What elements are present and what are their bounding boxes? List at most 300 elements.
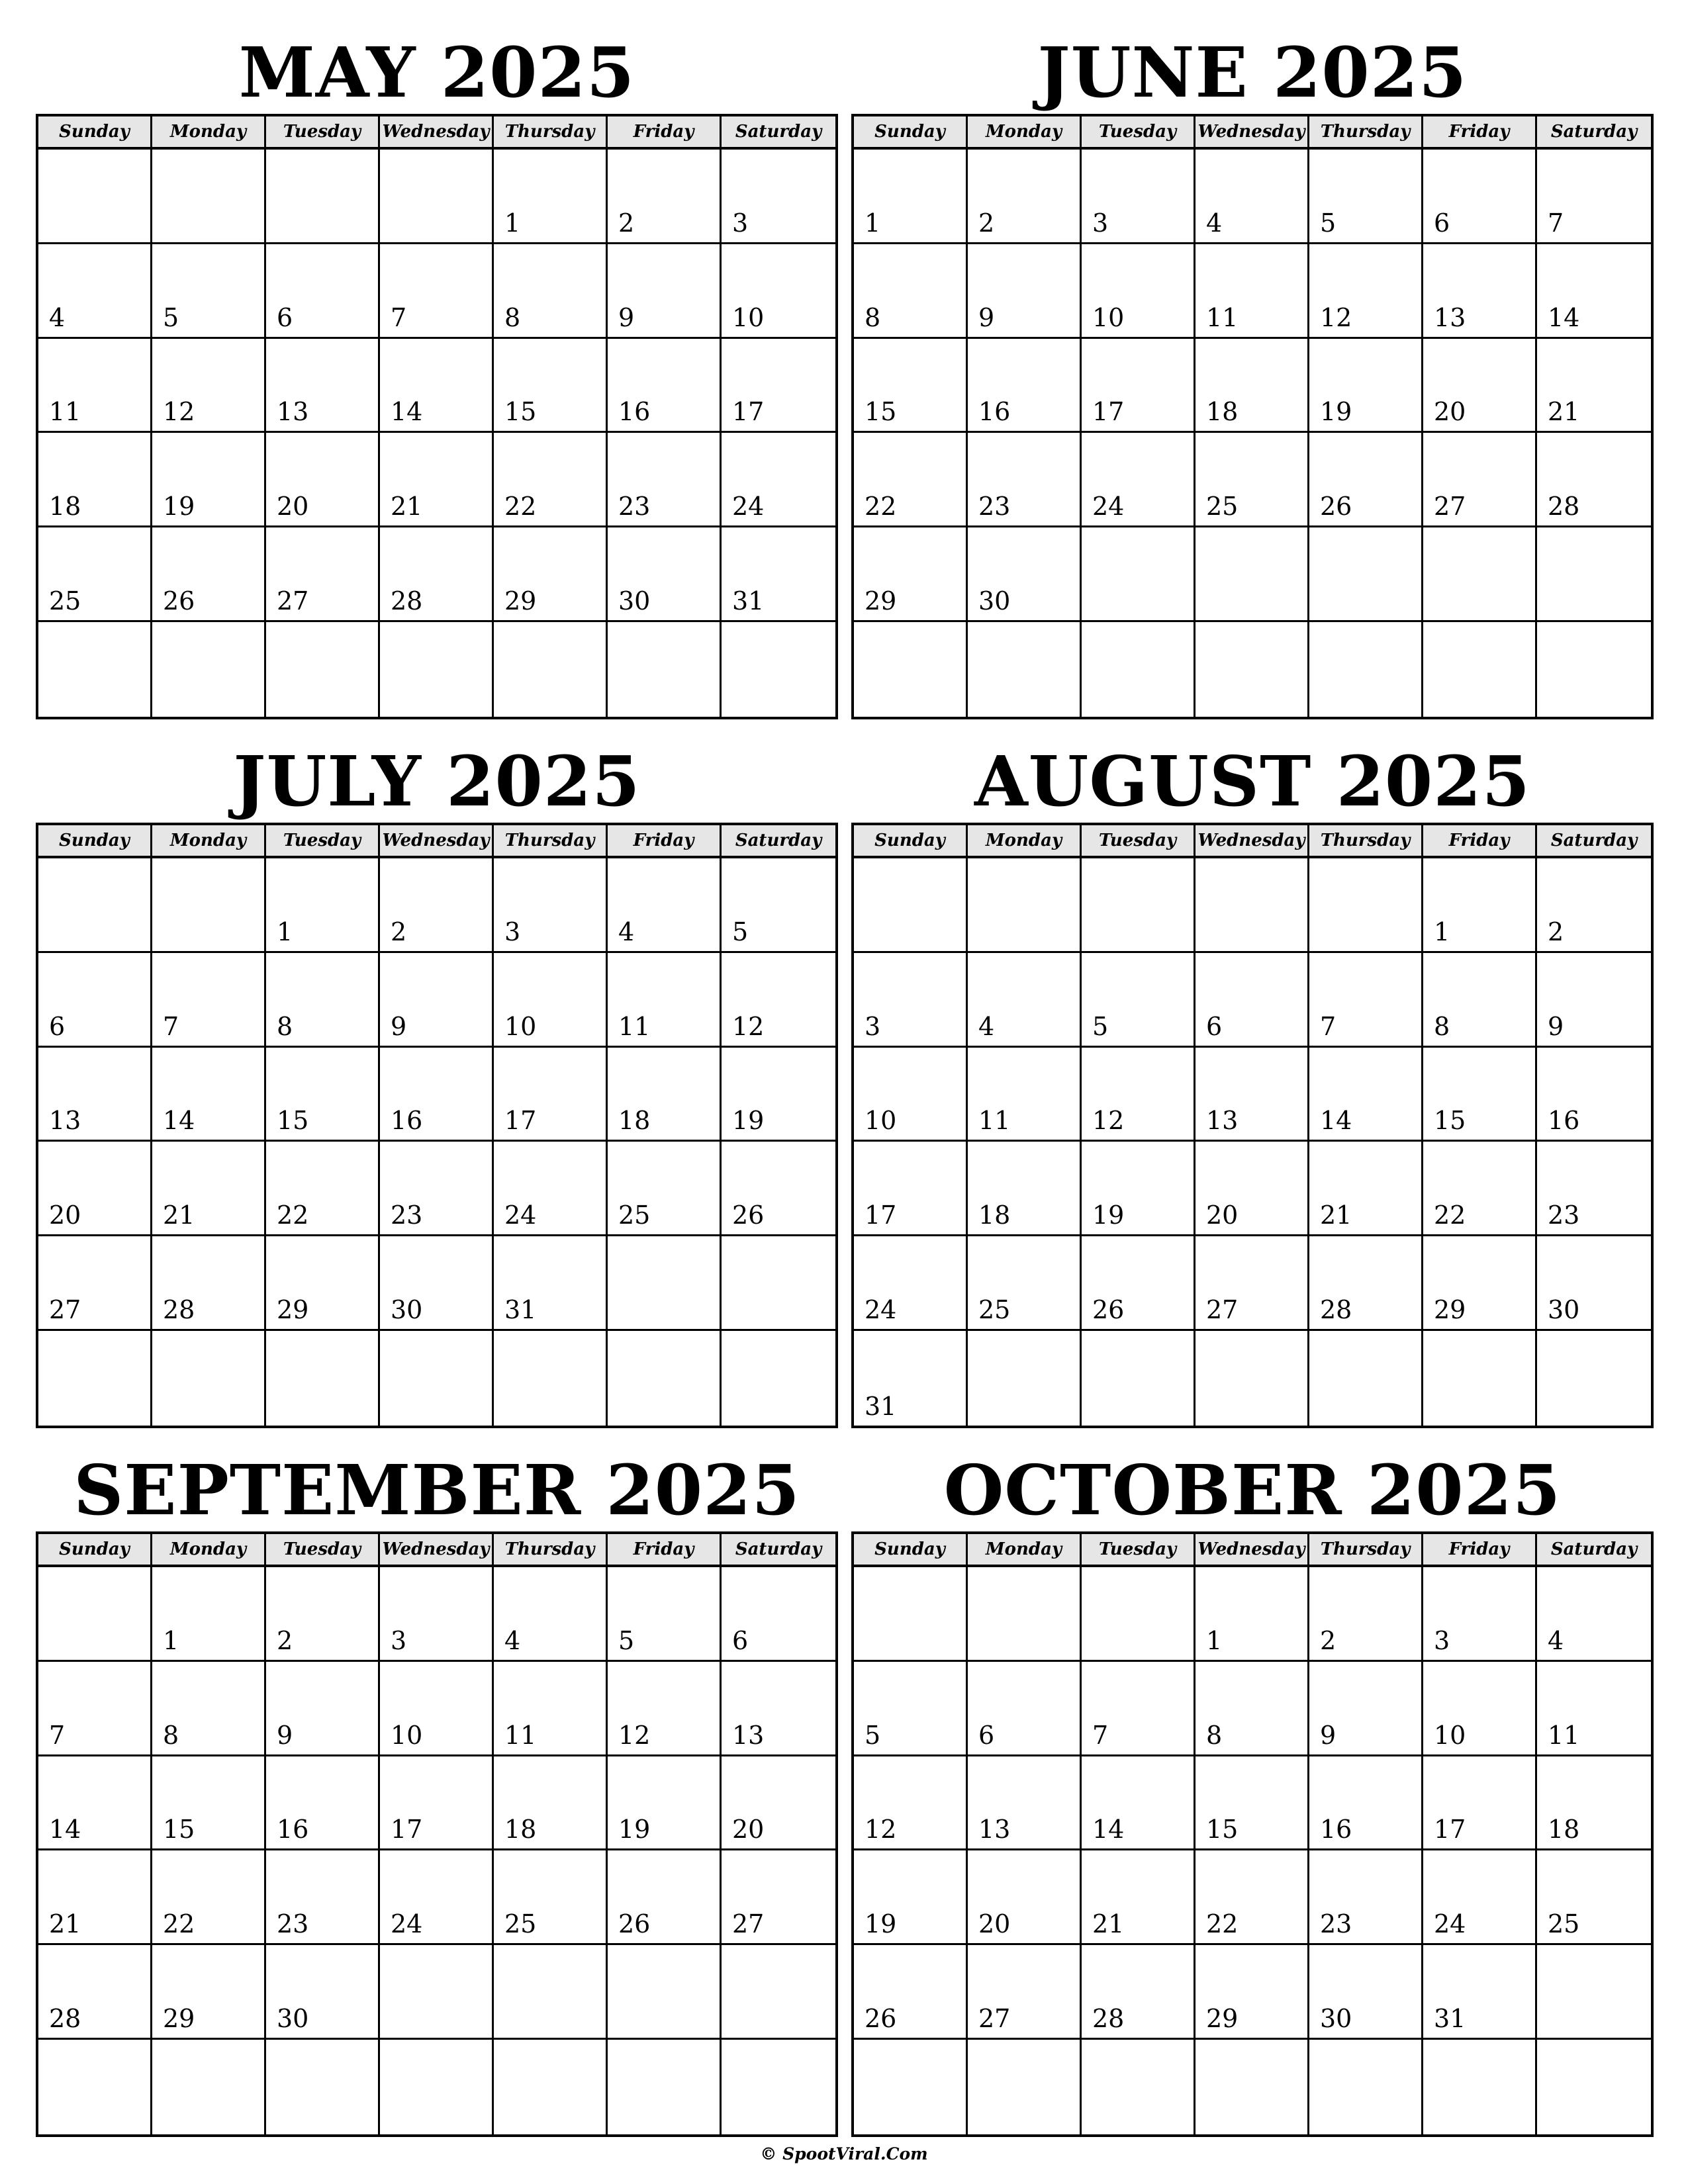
day-cell (722, 1850, 835, 1945)
day-cell (1423, 1331, 1537, 1426)
day-cell (380, 527, 494, 622)
day-cell (1423, 527, 1537, 622)
day-cell (38, 2040, 152, 2134)
month-calendar (36, 33, 838, 708)
day-cell (152, 1945, 266, 2040)
day-cell (494, 1142, 608, 1236)
day-cell (1196, 1142, 1309, 1236)
day-cell (380, 339, 494, 433)
day-number: 24 (1092, 492, 1125, 522)
day-cell (1537, 527, 1651, 622)
day-number: 27 (277, 586, 309, 616)
day-number: 18 (1548, 1815, 1580, 1844)
day-number: 9 (391, 1011, 407, 1041)
day-cell (380, 1945, 494, 2040)
day-number: 23 (391, 1201, 423, 1230)
day-number: 19 (618, 1815, 651, 1844)
day-number: 31 (504, 1295, 537, 1325)
day-number: 11 (1206, 302, 1239, 332)
day-cell (380, 1756, 494, 1851)
day-cell (608, 1048, 722, 1142)
day-number: 17 (1434, 1815, 1466, 1844)
day-cell (854, 527, 968, 622)
day-number: 2 (1548, 917, 1564, 946)
day-number: 6 (732, 1625, 749, 1655)
day-number: 29 (163, 2004, 195, 2034)
day-cell (494, 858, 608, 953)
day-cell (1423, 1662, 1537, 1756)
day-number: 1 (1206, 1625, 1223, 1655)
weekday-header: Wednesday (1196, 1534, 1309, 1567)
day-number: 8 (163, 1720, 179, 1750)
day-number: 31 (1434, 2004, 1466, 2034)
day-cell (1423, 2040, 1537, 2134)
day-number: 29 (504, 586, 537, 616)
day-number: 21 (391, 492, 423, 522)
day-number: 12 (1320, 302, 1352, 332)
day-number: 6 (277, 302, 293, 332)
day-cell (608, 1850, 722, 1945)
weekday-header: Thursday (1309, 116, 1423, 150)
day-number: 15 (504, 397, 537, 427)
day-number: 23 (1548, 1201, 1580, 1230)
day-number: 16 (1548, 1106, 1580, 1136)
day-cell (968, 1850, 1082, 1945)
day-cell (266, 150, 380, 244)
weekday-header: Sunday (854, 1534, 968, 1567)
day-number: 20 (732, 1815, 765, 1844)
day-cell (968, 433, 1082, 527)
day-number: 10 (1092, 302, 1125, 332)
day-cell (38, 1850, 152, 1945)
day-cell (854, 1142, 968, 1236)
day-cell (1309, 2040, 1423, 2134)
day-cell (722, 1331, 835, 1426)
day-cell (1537, 622, 1651, 717)
day-number: 27 (732, 1909, 765, 1939)
day-number: 1 (163, 1625, 179, 1655)
day-cell (494, 1048, 608, 1142)
day-number: 3 (1434, 1625, 1450, 1655)
day-number: 26 (1320, 492, 1352, 522)
day-number: 2 (618, 208, 635, 238)
day-cell (722, 1945, 835, 2040)
day-cell (608, 858, 722, 953)
weekday-header: Wednesday (1196, 825, 1309, 858)
day-cell (266, 1236, 380, 1331)
day-cell (854, 858, 968, 953)
day-cell (1196, 1850, 1309, 1945)
day-cell (1537, 1756, 1651, 1851)
day-cell (722, 150, 835, 244)
day-cell (854, 433, 968, 527)
day-number: 28 (49, 2004, 81, 2034)
day-number: 15 (1434, 1106, 1466, 1136)
day-cell (608, 244, 722, 339)
day-cell (1537, 1945, 1651, 2040)
day-number: 12 (732, 1011, 765, 1041)
weekday-header: Thursday (494, 825, 608, 858)
day-number: 23 (618, 492, 651, 522)
day-cell (854, 150, 968, 244)
day-cell (266, 1048, 380, 1142)
day-number: 14 (1092, 1815, 1125, 1844)
weekday-header: Wednesday (380, 825, 494, 858)
day-cell (1423, 433, 1537, 527)
day-cell (494, 339, 608, 433)
day-number: 9 (1320, 1720, 1336, 1750)
day-number: 25 (978, 1295, 1011, 1325)
day-cell (1423, 339, 1537, 433)
day-cell (152, 622, 266, 717)
day-cell (1309, 339, 1423, 433)
weekday-header: Sunday (38, 116, 152, 150)
day-number: 3 (391, 1625, 407, 1655)
day-cell (152, 858, 266, 953)
month-calendar (36, 742, 838, 1417)
day-cell (380, 622, 494, 717)
day-number: 8 (1434, 1011, 1450, 1041)
day-number: 6 (1206, 1011, 1223, 1041)
day-number: 29 (277, 1295, 309, 1325)
day-cell (854, 244, 968, 339)
day-number: 28 (1548, 492, 1580, 522)
day-cell (854, 1850, 968, 1945)
day-cell (152, 1236, 266, 1331)
day-number: 14 (1548, 302, 1580, 332)
day-number: 28 (163, 1295, 195, 1325)
day-number: 4 (1548, 1625, 1564, 1655)
day-cell (1082, 1756, 1196, 1851)
day-cell (1537, 953, 1651, 1048)
day-cell (152, 1048, 266, 1142)
day-number: 2 (391, 917, 407, 946)
day-number: 16 (391, 1106, 423, 1136)
day-cell (1537, 1662, 1651, 1756)
day-number: 12 (865, 1815, 897, 1844)
weekday-header: Sunday (854, 825, 968, 858)
day-cell (1309, 433, 1423, 527)
day-number: 10 (1434, 1720, 1466, 1750)
day-cell (608, 339, 722, 433)
day-cell (968, 1945, 1082, 2040)
month-title: MAY 2025 (238, 32, 635, 113)
day-cell (854, 622, 968, 717)
day-number: 9 (277, 1720, 293, 1750)
day-cell (494, 1662, 608, 1756)
day-number: 11 (504, 1720, 537, 1750)
day-number: 5 (618, 1625, 635, 1655)
day-number: 25 (504, 1909, 537, 1939)
day-number: 24 (865, 1295, 897, 1325)
day-cell (968, 953, 1082, 1048)
day-cell (266, 527, 380, 622)
weekday-header: Saturday (722, 116, 835, 150)
day-cell (722, 858, 835, 953)
day-number: 17 (865, 1201, 897, 1230)
day-number: 21 (163, 1201, 195, 1230)
day-number: 26 (618, 1909, 651, 1939)
day-cell (266, 1142, 380, 1236)
day-number: 26 (1092, 1295, 1125, 1325)
month-calendar (851, 741, 1654, 1421)
day-number: 24 (1434, 1909, 1466, 1939)
day-cell (1537, 2040, 1651, 2134)
day-number: 14 (391, 397, 423, 427)
day-cell (1537, 1048, 1651, 1142)
day-number: 10 (391, 1720, 423, 1750)
weekday-header: Monday (968, 825, 1082, 858)
month-title: JUNE 2025 (1037, 32, 1468, 113)
day-cell (1537, 244, 1651, 339)
day-cell (38, 1756, 152, 1851)
day-number: 20 (277, 492, 309, 522)
day-number: 4 (618, 917, 635, 946)
day-cell (1309, 1048, 1423, 1142)
day-cell (266, 433, 380, 527)
day-number: 12 (163, 397, 195, 427)
day-cell (1309, 858, 1423, 953)
day-cell (1423, 1236, 1537, 1331)
day-cell (1309, 1945, 1423, 2040)
day-number: 1 (277, 917, 293, 946)
day-cell (968, 150, 1082, 244)
day-number: 23 (277, 1909, 309, 1939)
day-cell (854, 953, 968, 1048)
day-number: 27 (978, 2004, 1011, 2034)
day-number: 22 (1434, 1201, 1466, 1230)
weekday-header: Monday (968, 1534, 1082, 1567)
day-number: 17 (732, 397, 765, 427)
day-cell (380, 953, 494, 1048)
day-cell (722, 2040, 835, 2134)
day-number: 23 (978, 492, 1011, 522)
day-number: 2 (277, 1625, 293, 1655)
day-number: 13 (1434, 302, 1466, 332)
day-cell (152, 150, 266, 244)
day-cell (38, 622, 152, 717)
day-number: 3 (504, 917, 521, 946)
day-cell (1082, 622, 1196, 717)
day-number: 8 (277, 1011, 293, 1041)
day-number: 31 (865, 1391, 897, 1421)
day-cell (854, 2040, 968, 2134)
weekday-header: Saturday (722, 1534, 835, 1567)
day-number: 1 (1434, 917, 1450, 946)
day-number: 27 (49, 1295, 81, 1325)
day-cell (494, 1850, 608, 1945)
day-cell (968, 622, 1082, 717)
day-cell (854, 1048, 968, 1142)
day-number: 20 (49, 1201, 81, 1230)
day-number: 24 (504, 1201, 537, 1230)
day-cell (266, 1662, 380, 1756)
day-cell (1082, 527, 1196, 622)
day-cell (1196, 1236, 1309, 1331)
day-number: 30 (277, 2004, 309, 2034)
day-cell (608, 433, 722, 527)
weekday-header: Thursday (494, 1534, 608, 1567)
day-number: 11 (618, 1011, 651, 1041)
weekday-header: Monday (152, 825, 266, 858)
month-title: AUGUST 2025 (974, 741, 1531, 822)
day-cell (1423, 622, 1537, 717)
day-number: 18 (504, 1815, 537, 1844)
day-cell (722, 1756, 835, 1851)
day-cell (380, 1850, 494, 1945)
day-cell (1537, 1850, 1651, 1945)
day-cell (1309, 150, 1423, 244)
day-cell (266, 858, 380, 953)
day-cell (1309, 527, 1423, 622)
day-cell (266, 1945, 380, 2040)
day-number: 29 (1434, 1295, 1466, 1325)
day-cell (266, 244, 380, 339)
day-cell (1537, 1142, 1651, 1236)
day-number: 12 (1092, 1106, 1125, 1136)
day-cell (152, 527, 266, 622)
day-cell (854, 1945, 968, 2040)
day-number: 12 (618, 1720, 651, 1750)
day-number: 13 (277, 397, 309, 427)
day-number: 7 (163, 1011, 179, 1041)
day-cell (1196, 1756, 1309, 1851)
day-number: 7 (49, 1720, 66, 1750)
day-cell (38, 1142, 152, 1236)
weekday-header: Wednesday (380, 116, 494, 150)
day-cell (152, 1142, 266, 1236)
month-grid (851, 114, 1654, 719)
day-number: 29 (1206, 2004, 1239, 2034)
weekday-header: Friday (608, 1534, 722, 1567)
day-cell (722, 1048, 835, 1142)
day-cell (1196, 150, 1309, 244)
day-number: 19 (1092, 1201, 1125, 1230)
weekday-header: Thursday (494, 116, 608, 150)
weekday-header: Monday (152, 1534, 266, 1567)
day-number: 27 (1206, 1295, 1239, 1325)
day-cell (1196, 1567, 1309, 1662)
day-cell (494, 1236, 608, 1331)
weekday-header: Sunday (854, 116, 968, 150)
day-number: 11 (49, 397, 81, 427)
day-number: 8 (1206, 1720, 1223, 1750)
day-number: 25 (618, 1201, 651, 1230)
day-cell (1537, 339, 1651, 433)
day-cell (1423, 1567, 1537, 1662)
day-number: 22 (277, 1201, 309, 1230)
day-number: 17 (1092, 397, 1125, 427)
footer-credit: © SpootViral.Com (760, 2144, 928, 2163)
day-cell (152, 953, 266, 1048)
day-cell (608, 1236, 722, 1331)
day-number: 20 (1206, 1201, 1239, 1230)
day-cell (722, 953, 835, 1048)
day-cell (1309, 1850, 1423, 1945)
month-title: SEPTEMBER 2025 (73, 1449, 800, 1531)
day-number: 13 (732, 1720, 765, 1750)
day-cell (1082, 1662, 1196, 1756)
day-number: 31 (732, 586, 765, 616)
day-cell (1309, 1142, 1423, 1236)
day-number: 3 (732, 208, 749, 238)
day-cell (38, 1945, 152, 2040)
day-cell (722, 433, 835, 527)
day-cell (1423, 1142, 1537, 1236)
month-calendar (851, 1451, 1654, 2126)
day-cell (1082, 1850, 1196, 1945)
day-number: 30 (391, 1295, 423, 1325)
day-number: 6 (1434, 208, 1450, 238)
day-cell (608, 2040, 722, 2134)
weekday-header: Saturday (1537, 116, 1651, 150)
month-grid (851, 1531, 1654, 2137)
day-cell (1309, 953, 1423, 1048)
weekday-header: Saturday (1537, 825, 1651, 858)
day-cell (1423, 1756, 1537, 1851)
day-cell (1423, 1850, 1537, 1945)
day-cell (608, 150, 722, 244)
day-cell (1196, 953, 1309, 1048)
day-cell (38, 1236, 152, 1331)
weekday-header: Friday (1423, 1534, 1537, 1567)
day-number: 4 (978, 1011, 995, 1041)
month-grid (36, 1531, 838, 2137)
day-number: 4 (1206, 208, 1223, 238)
day-cell (968, 1048, 1082, 1142)
day-cell (968, 339, 1082, 433)
day-cell (1082, 1236, 1196, 1331)
day-cell (266, 339, 380, 433)
weekday-header: Sunday (38, 825, 152, 858)
day-number: 11 (978, 1106, 1011, 1136)
day-cell (152, 1662, 266, 1756)
day-number: 28 (391, 586, 423, 616)
day-number: 10 (732, 302, 765, 332)
weekday-header: Tuesday (266, 116, 380, 150)
day-cell (1196, 1662, 1309, 1756)
weekday-header: Wednesday (1196, 116, 1309, 150)
day-number: 5 (163, 302, 179, 332)
day-number: 2 (978, 208, 995, 238)
day-cell (1309, 1331, 1423, 1426)
day-number: 9 (618, 302, 635, 332)
day-number: 21 (49, 1909, 81, 1939)
day-cell (1196, 244, 1309, 339)
weekday-header: Sunday (38, 1534, 152, 1567)
day-cell (1196, 339, 1309, 433)
day-number: 19 (865, 1909, 897, 1939)
weekday-header: Monday (968, 116, 1082, 150)
day-cell (380, 1567, 494, 1662)
day-cell (380, 1331, 494, 1426)
day-cell (854, 1662, 968, 1756)
day-cell (1082, 150, 1196, 244)
day-number: 18 (49, 492, 81, 522)
weekday-header: Wednesday (380, 1534, 494, 1567)
day-number: 16 (277, 1815, 309, 1844)
day-cell (152, 339, 266, 433)
day-cell (1537, 150, 1651, 244)
day-number: 16 (978, 397, 1011, 427)
day-number: 18 (978, 1201, 1011, 1230)
day-cell (1196, 433, 1309, 527)
day-cell (380, 1662, 494, 1756)
day-number: 18 (1206, 397, 1239, 427)
day-cell (38, 1048, 152, 1142)
day-number: 4 (49, 302, 66, 332)
day-cell (380, 433, 494, 527)
